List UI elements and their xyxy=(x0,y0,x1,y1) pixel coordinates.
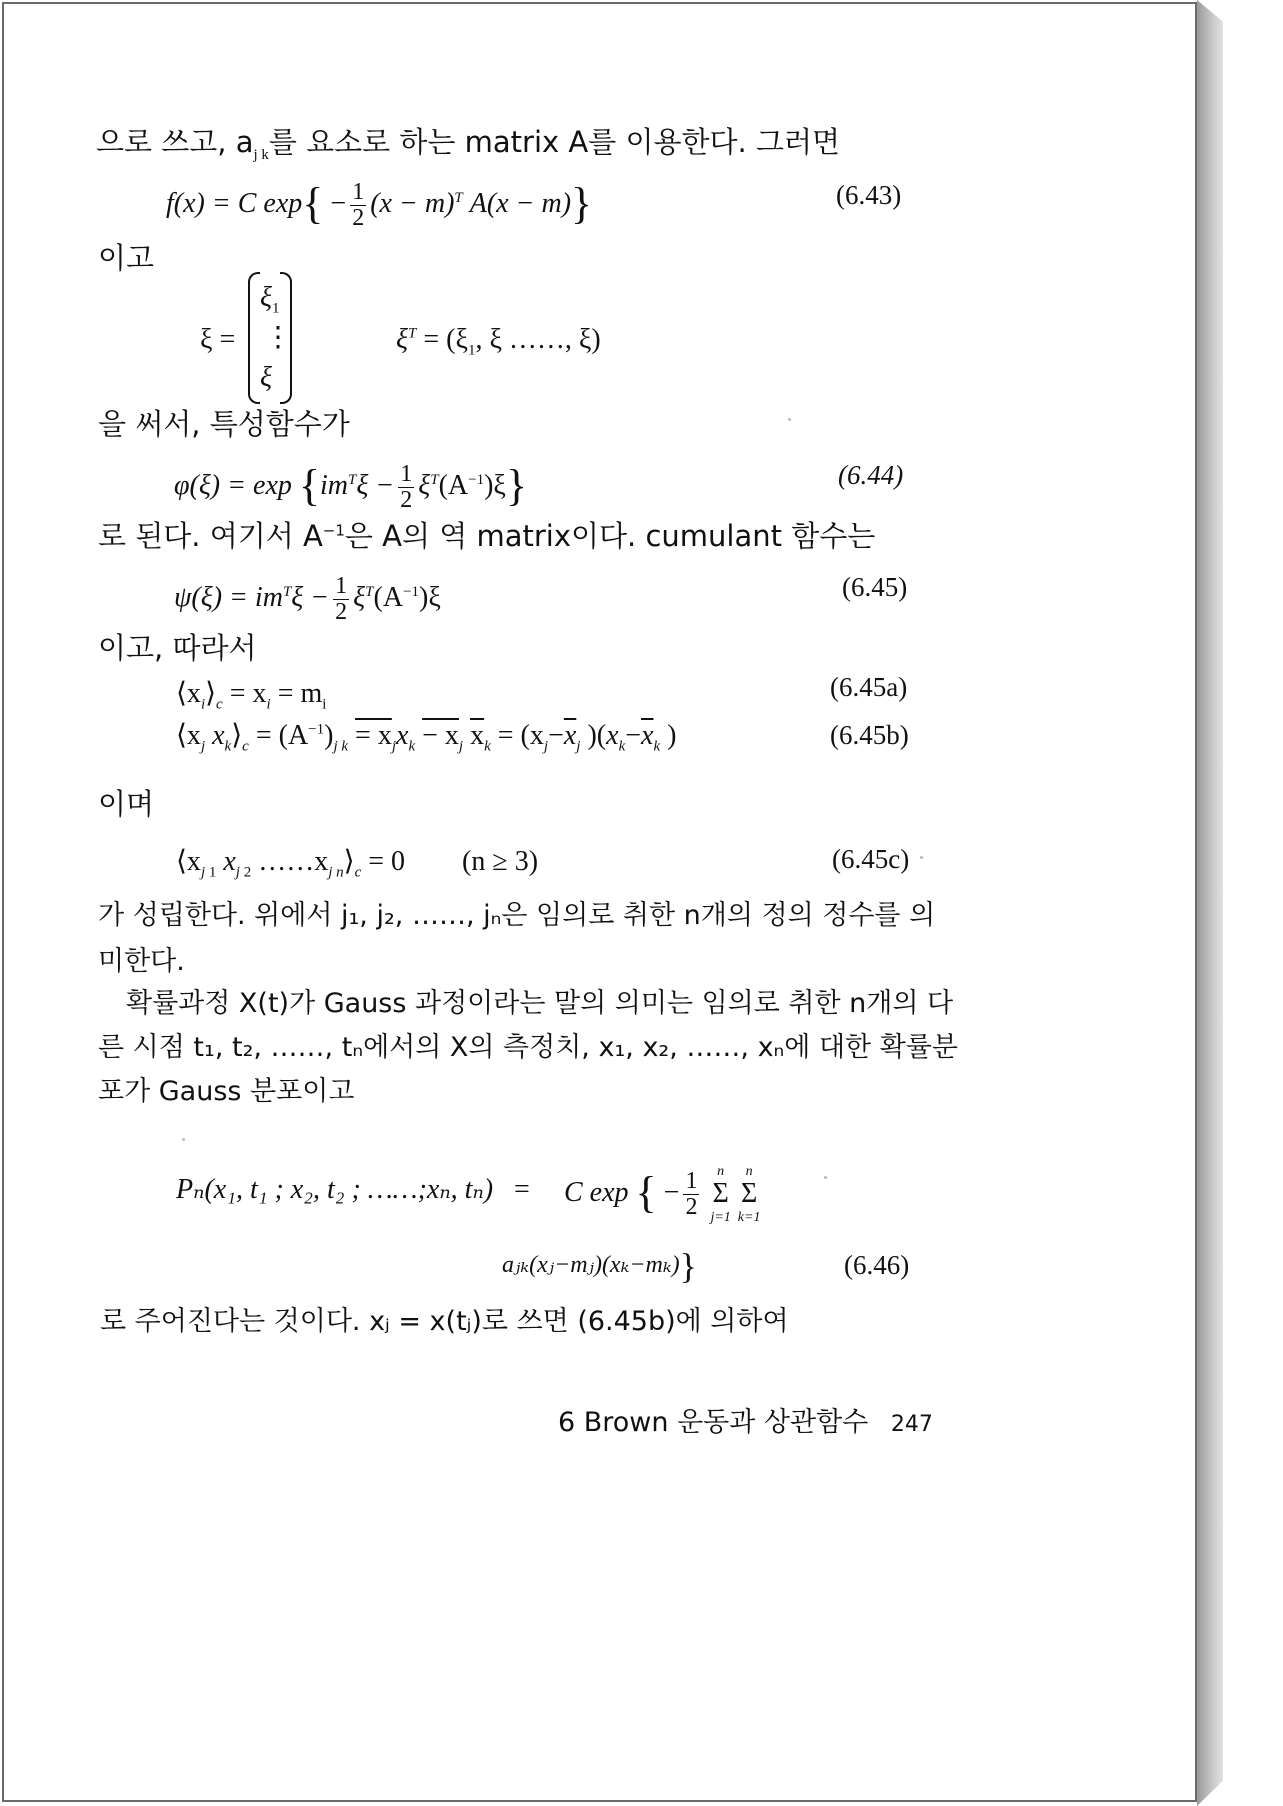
eq-646-lhs: Pₙ(x₁, t₁ ; x₂, t₂ ; ……;xₙ, tₙ) xyxy=(176,1174,494,1205)
frac-num: 1 xyxy=(352,179,365,205)
eq-643-rhs: (x − m) xyxy=(370,188,455,220)
text-dwenda-a: 로 된다. 여기서 A xyxy=(98,519,323,553)
xi-T-rest2: , ξ ……, ξ) xyxy=(475,324,601,355)
equation-6-45: $\psi(\xi) = im^T\xi$ − $\frac{1}{2}$ $\xi^T(A^{-1})\xi$ xyxy=(174,573,441,626)
eq-number-6-45a: (6.45a) xyxy=(830,672,908,702)
eq-645-tail2: (A xyxy=(373,582,404,614)
sum-j-bot: j=1 xyxy=(710,1210,731,1226)
text-dwenda: 로 된다. 여기서 $A^{-1}$은 A의 역 matrix이다. cumulant 함수는 xyxy=(98,519,876,553)
eq-number-6-45b: (6.45b) xyxy=(830,720,909,750)
brace-open-644: { xyxy=(298,461,321,511)
sum-j-top: n xyxy=(717,1164,725,1179)
eq-645b-mid4: $\overline{x}$ xyxy=(470,720,485,751)
eq-645a-lhs: ⟨x xyxy=(176,678,201,709)
frac-num: 1 xyxy=(685,1168,698,1195)
xi-dots: ⋮ xyxy=(264,322,292,353)
para1-line1: 가 성립한다. 위에서 j₁, j₂, ……, jₙ은 임의로 취한 n개의 정의 정수를 의 xyxy=(98,900,936,931)
eq-645c-lhs: ⟨x xyxy=(176,846,201,877)
text-imyeo: 이며 xyxy=(98,787,155,821)
eq-645-tail3: )ξ xyxy=(419,582,441,614)
eq-645a-rest: = x xyxy=(229,678,267,709)
speck xyxy=(824,1176,827,1179)
sum-k: n Σ k=1 xyxy=(737,1164,761,1226)
eq-643-lhs: f(x) = C exp xyxy=(166,188,303,220)
footer-chapter-title: 6 Brown 운동과 상관함수 xyxy=(558,1407,869,1438)
frac-den: 2 xyxy=(400,487,413,514)
equation-6-46-line1 xyxy=(176,1176,493,1204)
text-line-1 xyxy=(96,125,841,163)
brace-open: { xyxy=(302,179,324,229)
eq-number-6-43: (6.43) xyxy=(836,180,902,210)
eq-645-mid: ξ − xyxy=(291,582,330,614)
xi-lhs: ξ = xyxy=(200,324,236,355)
xi-n: ξ xyxy=(260,362,272,393)
frac-den: 2 xyxy=(335,599,348,626)
equation-6-45b: $⟨x_j$ $x_k⟩_c = (A^{-1})_{j k} = x_jx_k - x_j$ $\overline{x}_k = (x_j-\overline{x}_j$ )($x_k-\overline{x}_k$ ) xyxy=(176,720,677,755)
eq-645b-mid3: − x xyxy=(422,720,459,751)
brace-open-646: { xyxy=(635,1168,657,1218)
frac-den: 2 xyxy=(685,1194,698,1221)
text-igo: 이고 xyxy=(98,241,155,275)
eq-645-lhs: ψ(ξ) = im xyxy=(174,582,283,614)
equation-6-46-line2 xyxy=(502,1248,697,1284)
eq-644-tail3: )ξ xyxy=(484,470,506,502)
equation-6-44: $\varphi(\xi) = \exp \{im^T\xi$ − $\frac{1}{2}$ $\xi^T(A^{-1})\xi$} xyxy=(174,461,528,514)
text-ttaraseo: 이고, 따라서 xyxy=(98,631,257,665)
page-number: 247 xyxy=(890,1412,933,1437)
xi-1: ξ xyxy=(260,282,272,313)
text-line-1-b: 를 요소로 하는 matrix A를 이용한다. 그러면 xyxy=(268,125,841,159)
eq-645c-end: = 0 xyxy=(368,846,406,877)
fraction-half-645 xyxy=(333,574,349,625)
eq-number-6-45c: (6.45c) xyxy=(832,844,910,874)
eq-645b-mid2: = x xyxy=(355,720,392,751)
para2-line1: 확률과정 X(t)가 Gauss 과정이라는 말의 의미는 임의로 취한 n개의 다 xyxy=(126,988,954,1019)
sum-k-top: n xyxy=(745,1164,753,1179)
eq-646-rhs-text: C exp xyxy=(564,1177,629,1209)
eq-644-tail: ξ xyxy=(418,470,431,502)
xi-T-symbol: ξ xyxy=(396,324,408,355)
eq-number-6-46: (6.46) xyxy=(844,1250,910,1280)
page-edge-shadow xyxy=(1197,0,1223,1806)
eq-645-tail: ξ xyxy=(353,582,366,614)
eq-645c-cond: (n ≥ 3) xyxy=(462,846,539,877)
xi-T-rest: = (ξ xyxy=(423,324,468,355)
equation-6-45a: $⟨x_i⟩_c = x_i = m_i$ xyxy=(176,678,327,713)
fraction-half-646 xyxy=(683,1169,699,1220)
text-dwenda-b: 은 A의 역 matrix이다. cumulant 함수는 xyxy=(344,519,876,553)
text-line-1-a: 으로 쓰고, a xyxy=(96,125,254,159)
eq-number-6-44: (6.44) xyxy=(838,460,904,490)
running-footer xyxy=(558,1400,933,1439)
eq-644-body: im xyxy=(320,470,349,502)
equation-6-43: f(x) = C exp{ − $\frac{1}{2}$ $(x - m)^T$ A(x − m)} xyxy=(166,179,593,232)
eq-644-tail2: (A xyxy=(438,470,469,502)
speck xyxy=(182,1138,185,1141)
speck xyxy=(920,856,923,859)
eq-645c-mid: ……x xyxy=(258,846,329,877)
eq-646-line2: aⱼₖ(xⱼ−mⱼ)(xₖ−mₖ) xyxy=(502,1252,680,1278)
text-last-line: 로 주어진다는 것이다. xⱼ = x(tⱼ)로 쓰면 (6.45b)에 의하여 xyxy=(100,1306,789,1337)
fraction-half xyxy=(350,180,366,231)
frac-num: 1 xyxy=(400,461,413,487)
eq-643-tail: A(x − m) xyxy=(469,188,572,220)
frac-num: 1 xyxy=(335,573,348,599)
brace-close-644: } xyxy=(505,461,528,511)
eq-645b-end: = (x xyxy=(497,720,544,751)
eq-645a-end: = m xyxy=(277,678,323,709)
book-page: 으로 쓰고, $a_{j k}$를 요소로 하는 matrix A를 이용한다. 그러면 f(x) = C exp{ − $\frac{1}{2}$ $(x - m)^T$ A(x − m)} (6.43) 이고 ξ = $\xi_1$ ⋮ ξ $\xi^T = (\xi_1$, ξ ……, ξ) 을 써서, 특성함수가 $\varphi(\xi) = \exp \{im^T\xi$ − $\frac{1}{2}$ $\xi^T(A^{-1})\xi$} (6.44) 로 된다. 여기서 $A^{-1}$은 A의 역 matrix이다. cumulant 함수는 $\psi(\xi) = im^T\xi$ − $\frac{1}{2}$ $\xi^T(A^{-1})\xi$ (6.45) 이고, 따라서 $⟨x_i⟩_c = x_i = m_i$ (6.45a) $⟨x_j$ $x_k⟩_c = (A^{-1})_{j k} = x_jx_k - x_j$ $\overline{x}_k = (x_j-\overline{x}_j$ )($x_k-\overline{x}_k$ ) (6.45b) 이며 $⟨x_{j 1}$ $x_{j 2}$ $\dots\dots x_{j n}⟩_c = 0$ (n ≥ 3) (6.45c) 가 성립한다. 위에서 j₁, j₂, ……, jₙ은 임의로 취한 n개의 정의 정수를 의 미한다. 확률과정 X(t)가 Gauss 과정이라는 말의 의미는 임의로 취한 n개의 다 른 시점 t₁, t₂, ……, tₙ에서의 X의 측정치, x₁, x₂, ……, xₙ에 대한 확률분 포가 Gauss 분포이고 Pₙ(x₁, t₁ ; x₂, t₂ ; ……;xₙ, tₙ) = C exp { − $\frac{1}{2}$ n Σ j=1 n Σ k=1 aⱼₖ(xⱼ−mⱼ)(xₖ−mₖ)} (6.46) 로 주어진다는 것이다. xⱼ = x(tⱼ)로 쓰면 (6.45b)에 의하여 6 Brown 운동과 상관함수 247 xyxy=(2,2,1197,1802)
eq-number-6-45: (6.45) xyxy=(842,572,908,602)
eq-645b-mid: = (A xyxy=(255,720,309,751)
eq-646-equals: = xyxy=(514,1174,530,1205)
brace-close-646: } xyxy=(679,1246,697,1286)
frac-den: 2 xyxy=(352,205,365,232)
equation-6-45c: $⟨x_{j 1}$ $x_{j 2}$ $\dots\dots x_{j n}⟩_c = 0$ (n ≥ 3) xyxy=(176,846,539,881)
sum-j: n Σ j=1 xyxy=(710,1164,731,1226)
eq-644-lhs: φ(ξ) = exp xyxy=(174,470,292,502)
sum-k-bot: k=1 xyxy=(737,1210,761,1226)
eq-644-body2: ξ − xyxy=(356,470,395,502)
para2-line2: 른 시점 t₁, t₂, ……, tₙ에서의 X의 측정치, x₁, x₂, ……, xₙ에 대한 확률분 xyxy=(98,1032,958,1063)
text-sseoseo: 을 써서, 특성함수가 xyxy=(98,407,350,441)
xi-transpose: $\xi^T = (\xi_1$, ξ ……, ξ) xyxy=(396,324,601,359)
para2-line3: 포가 Gauss 분포이고 xyxy=(98,1076,355,1107)
para1-line2: 미한다. xyxy=(98,946,185,977)
sub-jk: j k xyxy=(253,146,269,163)
eq-646-rhs: C exp { − $\frac{1}{2}$ n Σ j=1 n Σ k=1 xyxy=(564,1164,761,1226)
eq-645b-lhs: ⟨x xyxy=(176,720,201,751)
speck xyxy=(788,418,791,421)
brace-close: } xyxy=(571,179,593,229)
fraction-half-644 xyxy=(398,462,414,513)
